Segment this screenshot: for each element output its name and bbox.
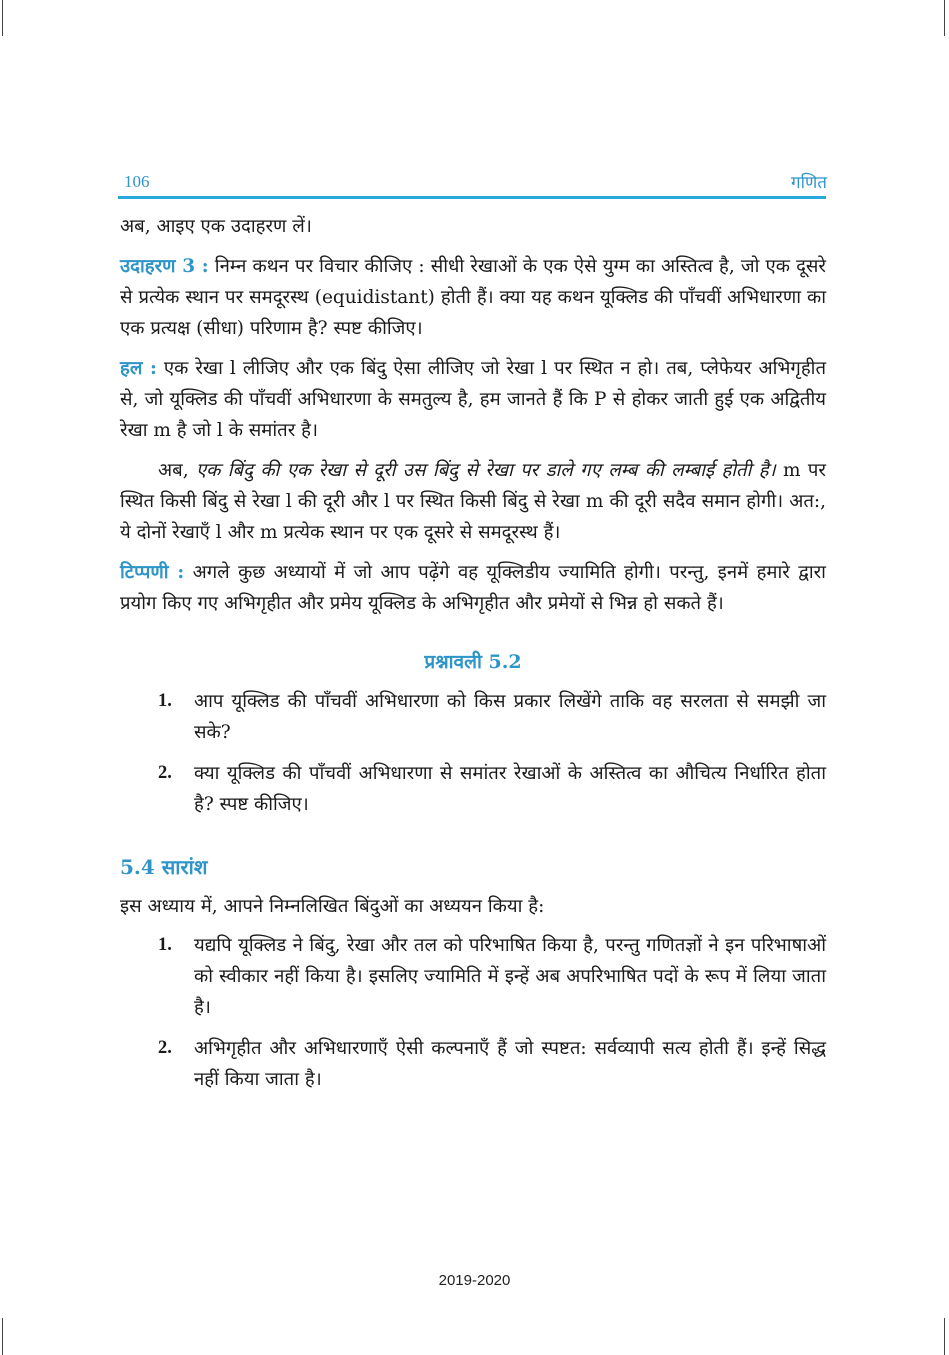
item-text: यद्यपि यूक्लिड ने बिंदु, रेखा और तल को परिभाषित किया है, परन्तु गणितज्ञों ने इन परिभाषाओं को स्वीकार नहीं किया है। इसलिए ज्यामिति में इन्हें अब अपरिभाषित पदों के रूप में लिया जाता है। <box>194 935 826 1018</box>
explanation-rest: m पर स्थित किसी बिंदु से रेखा l की दूरी और l पर स्थित किसी बिंदु से रेखा m की दूरी सदैव समान होगी। अत:, ये दोनों रेखाएँ l और m प्रत्येक स्थान पर एक दूसरे से समदूरस्थ हैं। <box>120 460 826 543</box>
exercise-title: प्रश्नावली 5.2 <box>424 651 522 673</box>
note-text: अगले कुछ अध्यायों में जो आप पढ़ेंगे वह यूक्लिडीय ज्यामिति होगी। परन्तु, इनमें हमारे द्वारा प्रयोग किए गए अभिगृहीत और प्रमेय यूक्लिड के अभिगृहीत और प्रमेयों से भिन्न हो सकते हैं। <box>120 562 826 614</box>
list-item <box>120 758 826 820</box>
header-divider <box>118 196 826 199</box>
solution-text: एक रेखा l लीजिए और एक बिंदु ऐसा लीजिए जो रेखा l पर स्थित न हो। तब, प्लेफेयर अभिगृहीत से, जो यूक्लिड की पाँचवीं अभिधारणा के समतुल्य है, हम जानते हैं कि P से होकर जाती हुई एक अद्वितीय रेखा m है जो l के समांतर है। <box>120 358 826 441</box>
example-paragraph <box>120 251 826 344</box>
crop-mark <box>944 1318 945 1355</box>
example-label: उदाहरण 3 : <box>120 256 209 277</box>
page-content <box>120 207 826 1105</box>
page-footer-year: 2019-2020 <box>438 1272 511 1289</box>
summary-list <box>120 930 826 1095</box>
item-number: 2. <box>158 1038 172 1058</box>
page-number: 106 <box>124 172 150 191</box>
example-text: निम्न कथन पर विचार कीजिए : सीधी रेखाओं के एक ऐसे युग्म का अस्तित्व है, जो एक दूसरे से प्रत्येक स्थान पर समदूरस्थ (equidistant) होती हैं। क्या यह कथन यूक्लिड की पाँचवीं अभिधारणा का एक प्रत्यक्ष (सीधा) परिणाम है? स्पष्ट कीजिए। <box>120 256 826 339</box>
explanation-paragraph <box>120 455 826 548</box>
note-paragraph <box>120 557 826 619</box>
explanation-start: अब, <box>158 460 196 481</box>
crop-mark <box>2 0 3 36</box>
solution-label: हल : <box>120 358 157 379</box>
crop-mark <box>944 0 945 36</box>
intro-text: अब, आइए एक उदाहरण लें। <box>120 216 312 237</box>
item-number: 1. <box>158 935 172 955</box>
list-item <box>120 930 826 1023</box>
solution-paragraph <box>120 353 826 446</box>
item-number: 2. <box>158 763 172 783</box>
list-item <box>120 1033 826 1095</box>
item-text: क्या यूक्लिड की पाँचवीं अभिधारणा से समांतर रेखाओं के अस्तित्व का औचित्य निर्धारित होता है? स्पष्ट कीजिए। <box>194 763 826 815</box>
explanation-definition: एक बिंदु की एक रेखा से दूरी उस बिंदु से रेखा पर डाले गए लम्ब की लम्बाई होती है। <box>195 460 776 481</box>
item-text: अभिगृहीत और अभिधारणाएँ ऐसी कल्पनाएँ हैं जो स्पष्टत: सर्वव्यापी सत्य होती हैं। इन्हें सिद्ध नहीं किया जाता है। <box>194 1038 826 1090</box>
list-item <box>120 686 826 748</box>
summary-intro: इस अध्याय में, आपने निम्नलिखित बिंदुओं का अध्ययन किया है: <box>120 896 545 917</box>
item-text: आप यूक्लिड की पाँचवीं अभिधारणा को किस प्रकार लिखेंगे ताकि वह सरलता से समझी जा सके? <box>194 691 826 743</box>
subject-title: गणित <box>791 173 827 193</box>
summary-title: 5.4 सारांश <box>120 855 208 879</box>
exercise-list <box>120 686 826 820</box>
item-number: 1. <box>158 691 172 711</box>
note-label: टिप्पणी : <box>120 562 185 583</box>
crop-mark <box>2 1318 3 1355</box>
